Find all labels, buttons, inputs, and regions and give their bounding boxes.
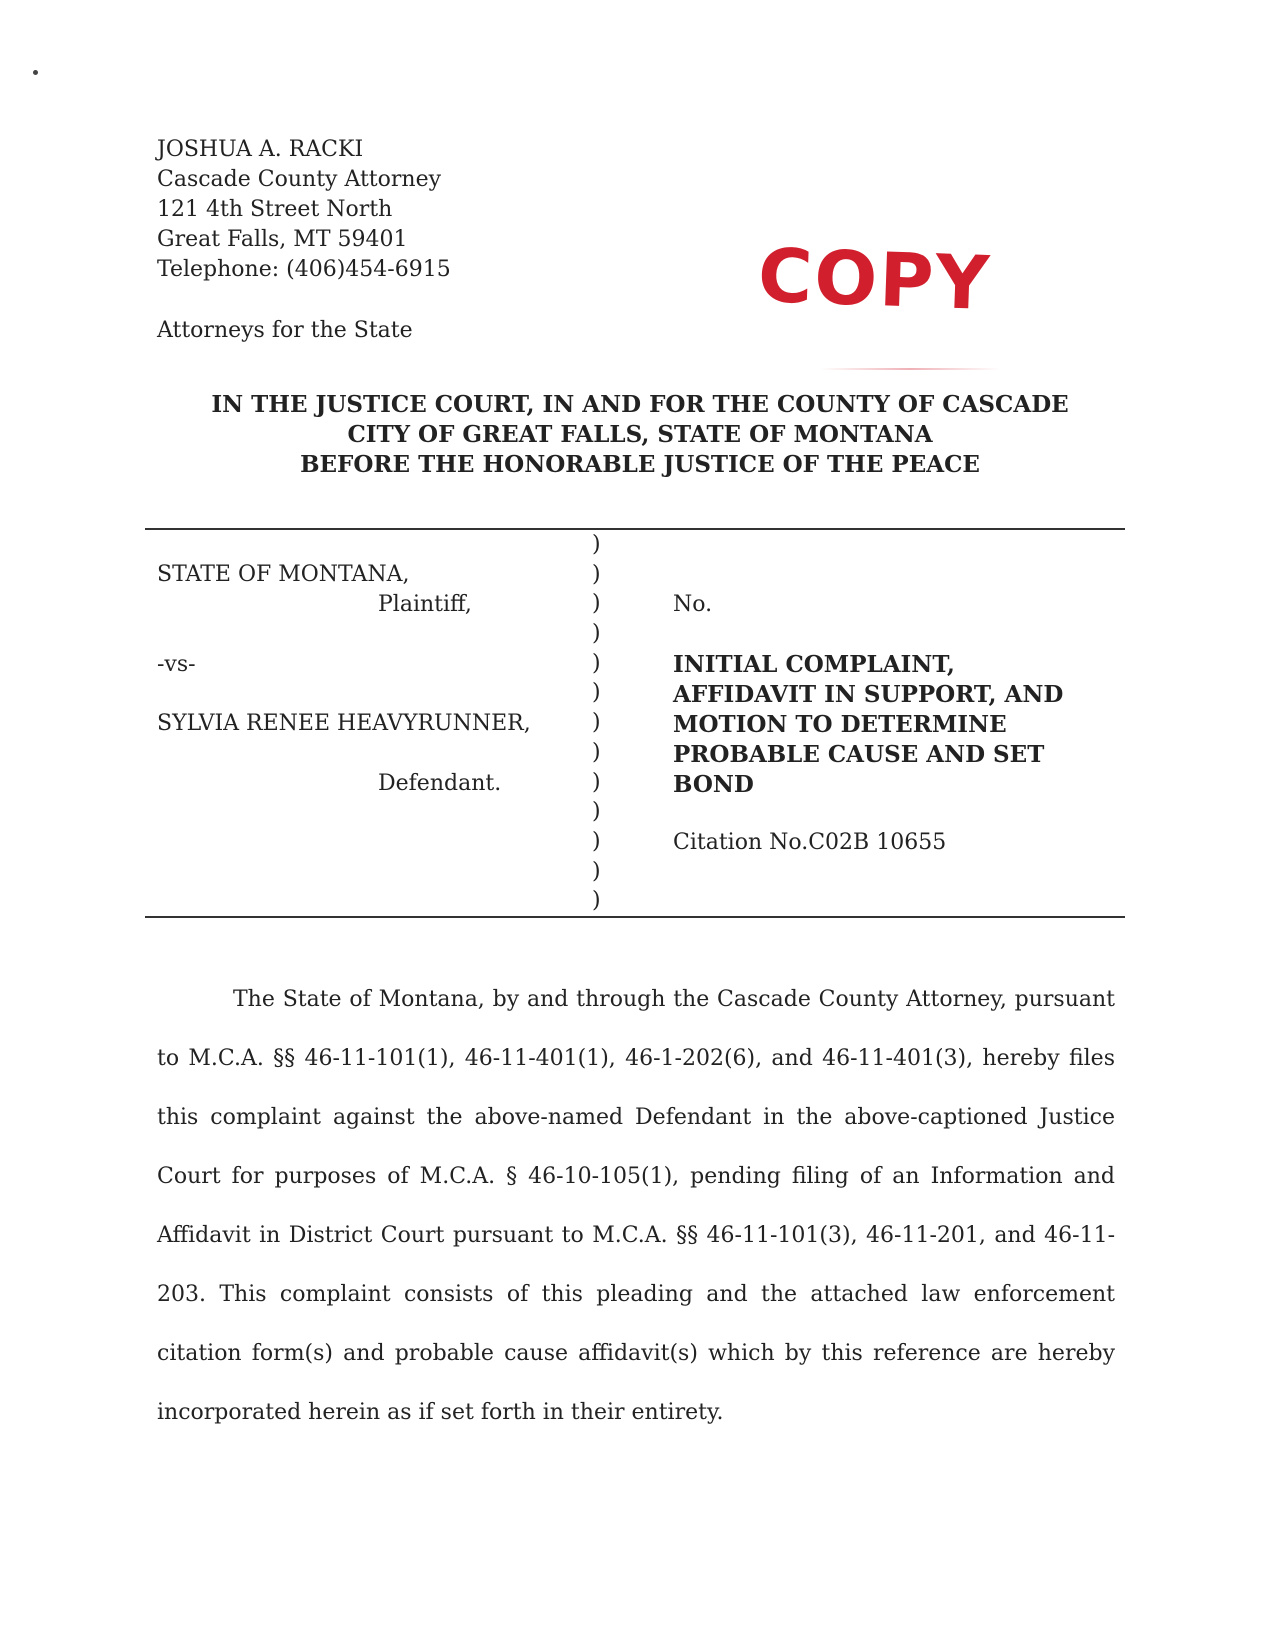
- document-title-line: MOTION TO DETERMINE: [673, 711, 1007, 738]
- document-title: [673, 650, 1093, 800]
- caption-paren: ): [592, 650, 601, 676]
- caption-paren: ): [592, 561, 601, 587]
- caption-parentheses: [592, 530, 601, 916]
- attorney-city: Great Falls, MT 59401: [157, 227, 408, 252]
- attorney-telephone: Telephone: (406)454-6915: [157, 257, 451, 282]
- court-heading-line: CITY OF GREAT FALLS, STATE OF MONTANA: [347, 421, 933, 448]
- plaintiff-name: STATE OF MONTANA,: [157, 562, 410, 587]
- attorney-block: [157, 135, 451, 285]
- caption-paren: ): [592, 888, 601, 914]
- caption-paren: ): [592, 591, 601, 617]
- caption-paren: ): [592, 828, 601, 854]
- caption-paren: ): [592, 769, 601, 795]
- attorneys-for-state: Attorneys for the State: [157, 318, 413, 343]
- citation-number: Citation No.C02B 10655: [673, 830, 947, 855]
- defendant-name: SYLVIA RENEE HEAVYRUNNER,: [157, 711, 531, 736]
- caption-paren: ): [592, 680, 601, 706]
- versus-label: -vs-: [157, 652, 196, 677]
- caption-paren: ): [592, 858, 601, 884]
- copy-stamp: COPY: [756, 232, 993, 328]
- plaintiff-role: Plaintiff,: [378, 592, 472, 617]
- document-title-line: INITIAL COMPLAINT,: [673, 651, 955, 678]
- caption-bottom-rule: [145, 916, 1125, 918]
- document-title-line: BOND: [673, 771, 754, 798]
- court-heading: [140, 390, 1140, 480]
- stamp-smudge: [820, 368, 1000, 370]
- attorney-name: JOSHUA A. RACKI: [157, 137, 364, 162]
- court-heading-line: IN THE JUSTICE COURT, IN AND FOR THE COUNTY OF CASCADE: [211, 391, 1069, 418]
- defendant-role: Defendant.: [378, 771, 502, 796]
- caption-paren: ): [592, 739, 601, 765]
- court-heading-line: BEFORE THE HONORABLE JUSTICE OF THE PEACE: [300, 451, 980, 478]
- caption-paren: ): [592, 621, 601, 647]
- scan-speck: [33, 70, 38, 75]
- attorney-title: Cascade County Attorney: [157, 167, 442, 192]
- caption-top-rule: [145, 528, 1125, 530]
- attorney-street: 121 4th Street North: [157, 197, 393, 222]
- caption-paren: ): [592, 532, 601, 557]
- complaint-paragraph: The State of Montana, by and through the Cascade County Attorney, pursuant to M.C.A. §§ 46-11-101(1), 46-11-401(1), 46-1-202(6), and 46-11-401(3), hereby files this complaint against the above-named Defendant in the above-captioned Justice Court for purposes of M.C.A. § 46-10-105(1), pending filing of an Information and Affidavit in District Court pursuant to M.C.A. §§ 46-11-101(3), 46-11-201, and 46-11-203. This complaint consists of this pleading and the attached law enforcement citation form(s) and probable cause affidavit(s) which by this reference are hereby incorporated herein as if set forth in their entirety.: [157, 987, 1115, 1425]
- document-title-line: AFFIDAVIT IN SUPPORT, AND: [673, 681, 1064, 708]
- case-number-label: No.: [673, 592, 713, 617]
- caption-paren: ): [592, 799, 601, 825]
- document-title-line: PROBABLE CAUSE AND SET: [673, 741, 1045, 768]
- caption-paren: ): [592, 710, 601, 736]
